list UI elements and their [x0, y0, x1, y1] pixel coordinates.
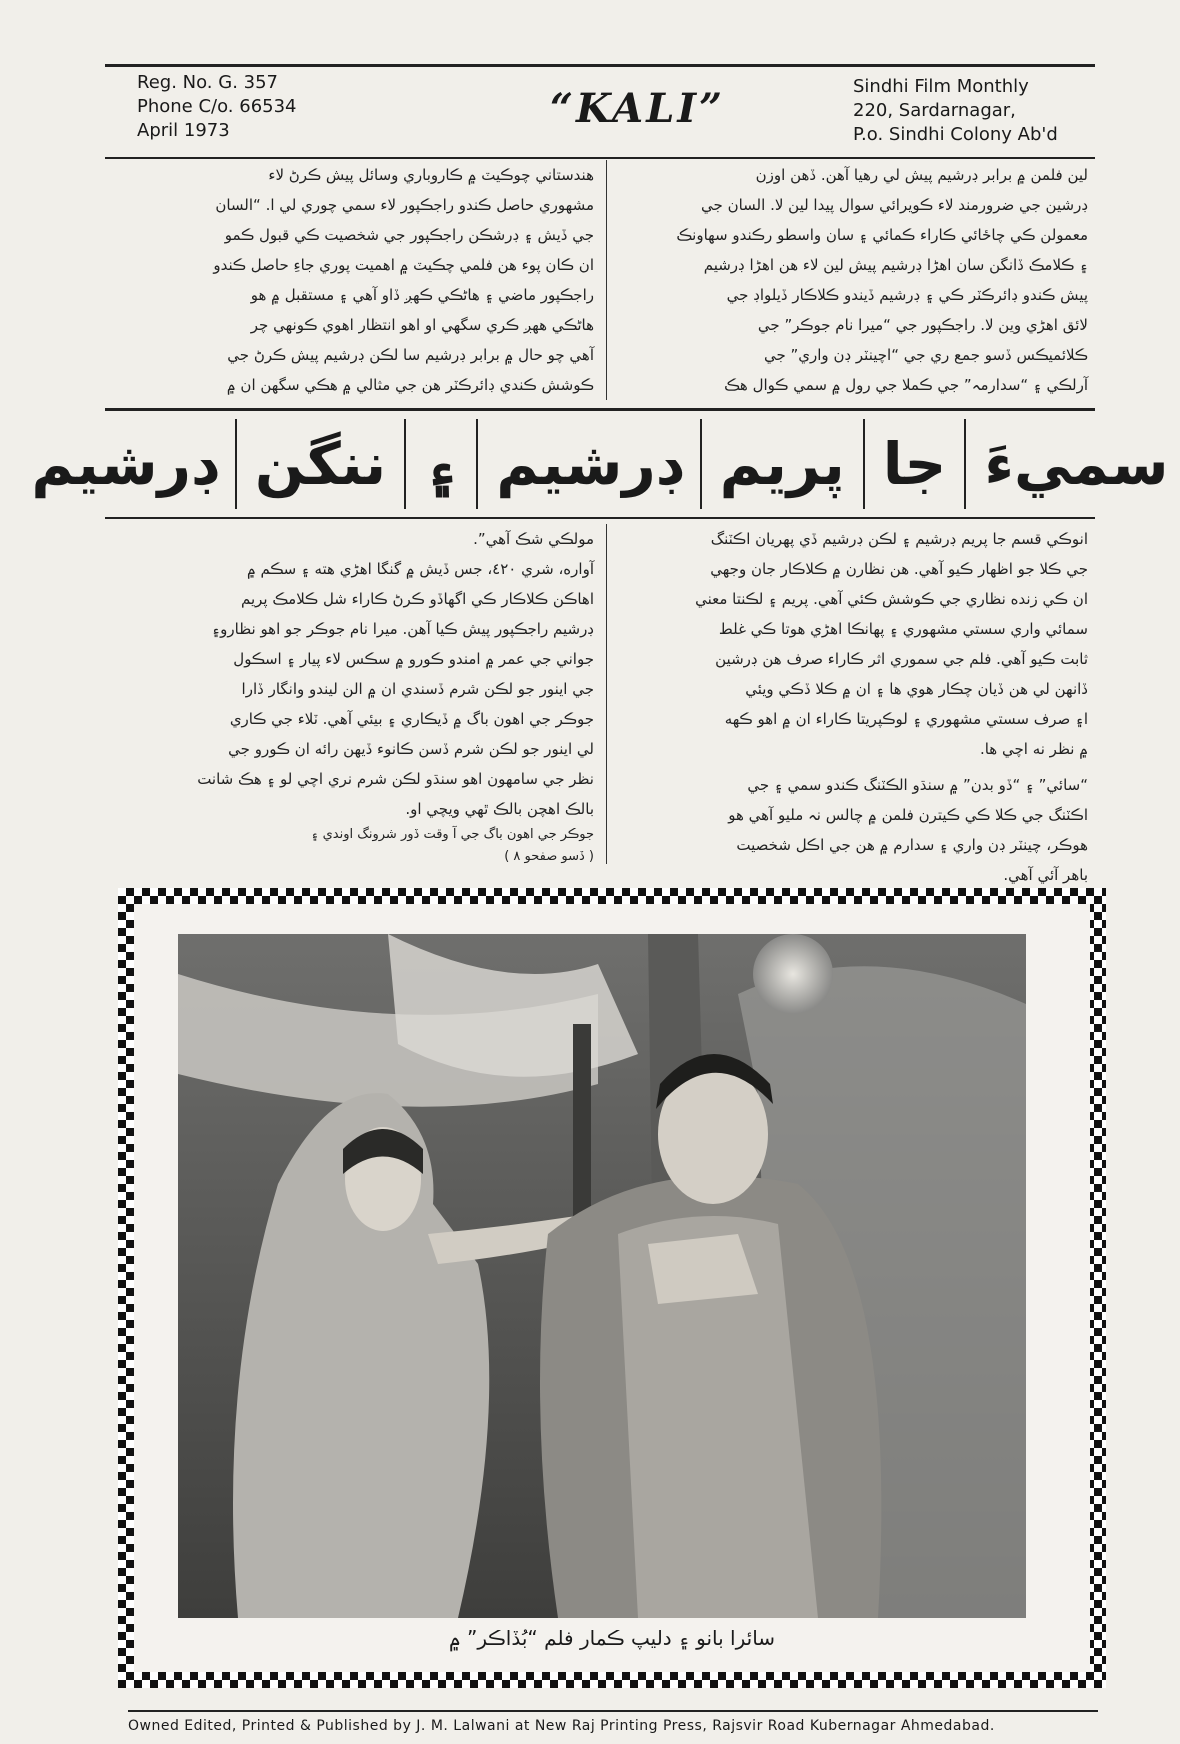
film-still-photo: [178, 934, 1026, 1618]
text-line: جي ڪلا جو اظهار ڪيو آهي. هن نظارن ۾ ڪلاڪار جان وجهي: [710, 560, 1088, 578]
text-line: هندستاني چوڪيٽ ۾ ڪاروباري وسائل پيش ڪرڻ لاء: [268, 166, 594, 184]
text-line: ۾ نظر نه اچي ها.: [979, 740, 1088, 758]
headline: [13, 419, 1180, 509]
text-line: ثابت ڪيو آهي. فلم جي سموري اثر ڪاراء صرف هن ڊرشين: [715, 650, 1088, 668]
publisher-footer: Owned Edited, Printed & Published by J. M. Lalwani at New Raj Printing Press, Rajsvir Road Kubernagar Ahmedabad.: [128, 1710, 1098, 1734]
text-line: نظر جي سامهون اهو سنڌو لڪن شرم نري اچي لو ۽ هڪ شانت: [197, 770, 594, 788]
address-line-1: 220, Sardarnagar,: [853, 100, 1016, 121]
text-line: ڪوشش ڪندي ڊائرڪٽر هن جي مثالي ۾ هڪي سگهن ان ۾: [226, 376, 594, 394]
text-line: لائق اهڑي وين لا. راجڪپور جي “ميرا نام جوڪر” جي: [757, 316, 1088, 334]
registration-number: Reg. No. G. 357: [137, 72, 278, 93]
text-line: ڊرشيم راجڪپور پيش ڪيا آهن. ميرا نام جوڪر جو اهو نظارو۽: [211, 620, 594, 638]
top-left-column: [112, 160, 594, 400]
headline-word: ڊرشيم: [476, 419, 699, 509]
magazine-title: “KALI”: [550, 85, 726, 132]
column-divider: [606, 524, 607, 864]
address-line-2: P.o. Sindhi Colony Ab'd: [853, 124, 1058, 145]
film-still-illustration: [178, 934, 1026, 1618]
text-line: آرلڪي ۽ “سدارمہ” جي ڪملا جي رول ۾ سمي ڪوال هڪ: [724, 376, 1088, 394]
text-line: مولڪي شڪ آهي”.: [473, 530, 594, 548]
issue-date: April 1973: [137, 120, 230, 141]
text-line: جواني جي عمر ۾ امندو ڪورو ۾ سڪس لاء پيار ۽ اسڪول: [233, 650, 594, 668]
text-line: ان ڪان پوء هن فلمي چڪيٽ ۾ اهميت پوري جاءِ حاصل ڪندو: [213, 256, 594, 274]
headline-word: ۽: [404, 419, 476, 509]
text-line: سمائي واري سستي مشهوري ۽ پهانڪا اهڑي هوتا ڪي غلط: [718, 620, 1088, 638]
masthead-left: [137, 71, 297, 143]
text-line: جوڪر جي اهون باگ جي آ وقت ڏور شرونگ اوندي ۽: [310, 827, 594, 842]
publication-type: Sindhi Film Monthly: [853, 76, 1029, 97]
continued-note: ( ڏسو صفحو ٨ ): [504, 849, 594, 864]
masthead: [105, 64, 1095, 159]
text-line: اهاڪن ڪلاڪار ڪي اگهاڏو ڪرڻ ڪاراء شل ڪلامڪ پريم: [240, 590, 594, 608]
text-line: ا۽ صرف سستي مشهوري ۽ لوڪپريتا ڪاراء ان ۾ اهو ڪهه: [724, 710, 1088, 728]
mid-right-column: [618, 524, 1088, 890]
text-line: هاڻڪي ههږ ڪري سگهي او اهو انتظار اهوي ڪونهي چر: [250, 316, 594, 334]
column-divider: [606, 160, 607, 400]
headline-word: سميءَ: [964, 419, 1180, 509]
text-line: بالڪ اهچن بالڪ ٿهي ويچي او.: [405, 800, 594, 818]
text-line: ڏانهن لي هن ڏيان چڪار هوي ها ۽ ان ۾ ڪلا ڏڪي ويئي: [745, 680, 1088, 698]
text-line: باهر آئي آهي.: [1003, 866, 1088, 884]
text-line: جي اينور جو لڪن شرم ڏسندي ان ۾ الن ليندو وانگار ڏارا: [241, 680, 594, 698]
text-line: ۽ ڪلامڪ ڏانگن سان اهڑا ڊرشيم پيش لين لاء هن اهڑا ڊرشيم: [703, 256, 1088, 274]
masthead-right: [853, 75, 1083, 147]
text-line: ڊرشين جي ضرورمند لاء ڪويرائي سوال پيدا لين لا. السان جي: [701, 196, 1088, 214]
text-line: جوڪر جي اهون باگ ۾ ڏيڪاري ۽ بيئي آهي. ٽلاء جي ڪاري: [229, 710, 594, 728]
top-right-column: [618, 160, 1088, 400]
text-line: ان ڪي زنده نظاري جي ڪوشش ڪئي آهي. پريم ۽ لڪنتا معني: [695, 590, 1088, 608]
text-line: راجڪپور ماضي ۽ هاڻڪي ڪهږ ڏاو آهي ۽ مستقبل ۾ هو: [250, 286, 594, 304]
text-line: لين فلمن ۾ برابر ڊرشيم پيش لي رهيا آهن. ڏهن اوزن: [755, 166, 1088, 184]
text-line: لي اينور جو لڪن شرم ڏسن ڪانوء ڏيهن رائه ان ڪورو جي: [228, 740, 594, 758]
headline-word: جا: [863, 419, 965, 509]
headline-word: پريم: [700, 419, 863, 509]
text-line: آواره، شري ٤٢٠، جس ڏيش ۾ گنگا اهڑي هته ۽ سڪم ۾: [247, 560, 594, 578]
text-line: آهي چو حال ۾ برابر ڊرشيم سا لڪن ڊرشيم پيش ڪرڻ جي: [227, 346, 594, 364]
text-line: “سائي” ۽ “ڏو بدن” ۾ سنڌو الڪٽنگ ڪندو سمي ۽ جي: [747, 776, 1088, 794]
photo-caption: سائرا بانو ۽ دليپ ڪمار فلم “بُڏاڪر” ۾: [448, 1626, 776, 1650]
text-line: جي ڏيش ۽ ڊرشڪن راجڪپور جي شخصيت ڪي قبول ڪمو: [224, 226, 594, 244]
text-line: اڪٽنگ جي ڪلا ڪي ڪيترن فلمن ۾ چالس نہ مليو آهي هو: [728, 806, 1088, 824]
mid-left-column: [112, 524, 594, 868]
headline-word: ننگن: [235, 419, 404, 509]
text-line: پيش ڪندو ڊائرڪٽر ڪي ۽ ڊرشيم ڏيندو ڪلاڪار ڏيلواڊ جي: [726, 286, 1088, 304]
text-line: هوڪر، چينٽر ڊن واري ۽ سدارم ۾ هن جي اڪل شخصيت: [736, 836, 1088, 854]
text-line: ڪلائميڪس ڏسو جمع ري جي “اچينٽر ڊن واري” جي: [763, 346, 1088, 364]
headline-word: ڊرشيم: [31, 430, 217, 498]
headline-band: [31, 408, 1169, 519]
text-line: انوڪي قسم جا پريم ڊرشيم ۽ لڪن ڊرشيم ڏي پهريان اڪٽنگ: [710, 530, 1088, 548]
phone-number: Phone C/o. 66534: [137, 96, 297, 117]
text-line: مشهوري حاصل ڪندو راجڪپور لاء سمي چوري لي ا. “السان: [215, 196, 594, 214]
text-line: معمولن ڪي چاځائي ڪاراء ڪمائي ۽ سان واسطو رڪندو سهاونڪ: [676, 226, 1088, 244]
